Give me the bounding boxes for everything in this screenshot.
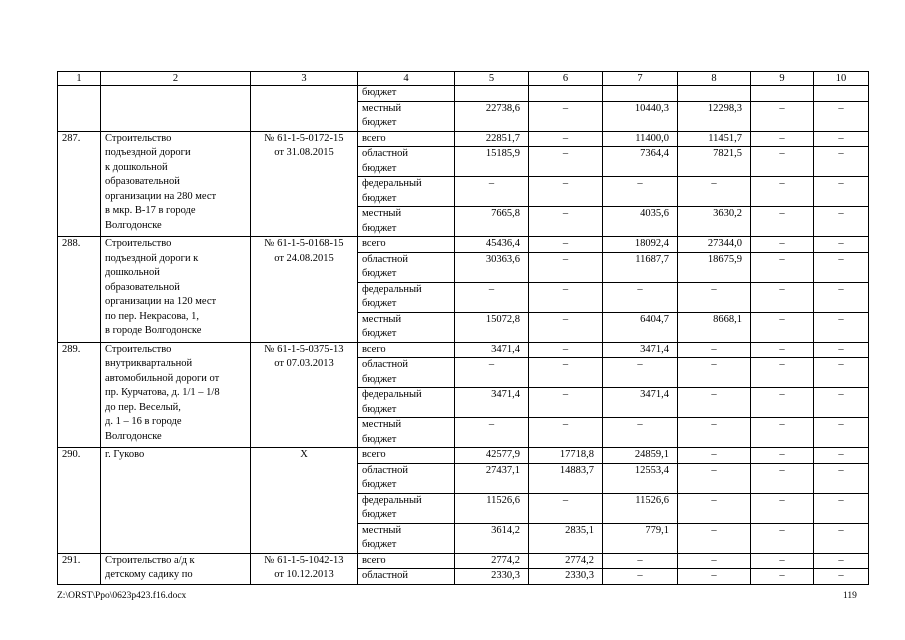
- object-name-line: в городе Волгодонске: [105, 325, 202, 336]
- table-row: [58, 86, 869, 102]
- column-number-header: 4: [358, 72, 455, 86]
- amount-cell: –: [455, 282, 529, 312]
- amount-cell: 3630,2: [678, 207, 751, 237]
- amount-cell: 11687,7: [603, 252, 678, 282]
- amount-cell: 11400,0: [603, 131, 678, 147]
- column-number-header: 8: [678, 72, 751, 86]
- funding-source-line: всего: [362, 343, 386, 355]
- amount-cell: 779,1: [603, 523, 678, 553]
- funding-source-line: бюджет: [362, 268, 397, 279]
- object-name-line: детскому садику по: [105, 569, 193, 580]
- row-number-cell: 288.: [58, 237, 101, 343]
- amount-cell: 7665,8: [455, 207, 529, 237]
- funding-source-cell: [358, 207, 455, 237]
- amount-cell: –: [814, 358, 869, 388]
- table-row: [58, 553, 869, 569]
- amount-cell: –: [529, 312, 603, 342]
- funding-source-line: всего: [362, 238, 386, 249]
- amount-cell: [814, 86, 869, 102]
- amount-cell: –: [603, 569, 678, 585]
- funding-source-line: федеральный: [362, 178, 422, 189]
- amount-cell: –: [814, 463, 869, 493]
- amount-cell: [455, 86, 529, 102]
- object-name-line: Строительство: [105, 132, 172, 144]
- amount-cell: –: [751, 312, 814, 342]
- funding-source-line: бюджет: [362, 192, 397, 204]
- amount-cell: –: [814, 282, 869, 312]
- funding-source-line: местный: [362, 419, 402, 430]
- amount-cell: 3471,4: [455, 388, 529, 418]
- funding-source-line: бюджет: [362, 162, 397, 174]
- table-header-row: [58, 72, 869, 86]
- funding-source-line: местный: [362, 524, 402, 536]
- table-row: [58, 448, 869, 464]
- amount-cell: 18092,4: [603, 237, 678, 253]
- object-name-line: Волгодонске: [105, 219, 162, 231]
- expertise-doc-line: № 61-1-5-0172-15: [264, 132, 344, 144]
- row-number-cell: 291.: [58, 553, 101, 584]
- funding-source-cell: [358, 418, 455, 448]
- funding-source-cell: [358, 523, 455, 553]
- amount-cell: 17718,8: [529, 448, 603, 464]
- row-number-cell: 290.: [58, 448, 101, 554]
- object-name-cell: [101, 448, 251, 554]
- amount-cell: [603, 86, 678, 102]
- funding-source-line: всего: [362, 132, 386, 144]
- object-name-line: пр. Курчатова, д. 1/1 – 1/8: [105, 387, 220, 398]
- amount-cell: –: [751, 282, 814, 312]
- amount-cell: 6404,7: [603, 312, 678, 342]
- row-number-cell: 289.: [58, 342, 101, 448]
- amount-cell: 11451,7: [678, 131, 751, 147]
- row-number-cell: 287.: [58, 131, 101, 237]
- amount-cell: 2774,2: [455, 553, 529, 569]
- amount-cell: –: [814, 237, 869, 253]
- amount-cell: –: [529, 101, 603, 131]
- amount-cell: 12298,3: [678, 101, 751, 131]
- object-name-line: организации на 120 мест: [105, 296, 217, 307]
- amount-cell: 42577,9: [455, 448, 529, 464]
- amount-cell: –: [751, 493, 814, 523]
- amount-cell: 30363,6: [455, 252, 529, 282]
- funding-source-line: бюджет: [362, 298, 397, 309]
- funding-source-line: областной: [362, 359, 408, 370]
- row-number-cell: [58, 86, 101, 132]
- funding-source-cell: [358, 177, 455, 207]
- object-name-line: образовательной: [105, 176, 180, 187]
- amount-cell: 22738,6: [455, 101, 529, 131]
- object-name-line: Строительство: [105, 238, 172, 249]
- object-name-line: внутриквартальной: [105, 358, 193, 369]
- funding-source-line: областной: [362, 570, 408, 581]
- funding-source-line: бюджет: [362, 117, 397, 128]
- funding-source-line: областной: [362, 253, 408, 265]
- amount-cell: –: [814, 388, 869, 418]
- amount-cell: 3471,4: [603, 342, 678, 358]
- object-name-line: Строительство а/д к: [105, 554, 195, 566]
- table-row: [58, 131, 869, 147]
- amount-cell: 18675,9: [678, 252, 751, 282]
- amount-cell: 3471,4: [603, 388, 678, 418]
- amount-cell: –: [678, 282, 751, 312]
- funding-source-cell: [358, 493, 455, 523]
- expertise-doc-line: X: [300, 449, 308, 460]
- amount-cell: –: [529, 388, 603, 418]
- amount-cell: –: [603, 418, 678, 448]
- amount-cell: –: [678, 388, 751, 418]
- amount-cell: 27344,0: [678, 237, 751, 253]
- funding-source-cell: [358, 569, 455, 585]
- object-name-line: в мкр. В-17 в городе: [105, 205, 196, 216]
- object-name-line: автомобильной дороги от: [105, 372, 220, 384]
- funding-source-line: всего: [362, 449, 386, 460]
- amount-cell: 2835,1: [529, 523, 603, 553]
- amount-cell: –: [678, 569, 751, 585]
- amount-cell: –: [814, 523, 869, 553]
- amount-cell: –: [678, 418, 751, 448]
- amount-cell: –: [529, 493, 603, 523]
- amount-cell: 2774,2: [529, 553, 603, 569]
- amount-cell: –: [751, 131, 814, 147]
- funding-source-cell: [358, 86, 455, 102]
- column-number-header: 1: [58, 72, 101, 86]
- amount-cell: –: [529, 237, 603, 253]
- amount-cell: 7364,4: [603, 147, 678, 177]
- amount-cell: 7821,5: [678, 147, 751, 177]
- funding-source-cell: [358, 101, 455, 131]
- object-name-cell: [101, 86, 251, 132]
- funding-source-line: федеральный: [362, 494, 422, 506]
- amount-cell: –: [529, 358, 603, 388]
- amount-cell: –: [814, 569, 869, 585]
- funding-source-cell: [358, 147, 455, 177]
- funding-source-line: бюджет: [362, 539, 397, 550]
- budget-table: [57, 71, 869, 585]
- amount-cell: –: [529, 252, 603, 282]
- expertise-doc-cell: [251, 237, 358, 343]
- amount-cell: –: [814, 101, 869, 131]
- funding-source-line: федеральный: [362, 283, 422, 295]
- object-name-line: Волгодонске: [105, 430, 162, 442]
- expertise-doc-cell: [251, 86, 358, 132]
- object-name-line: подъездной дороги к: [105, 252, 199, 264]
- amount-cell: –: [603, 282, 678, 312]
- amount-cell: 15185,9: [455, 147, 529, 177]
- amount-cell: –: [751, 358, 814, 388]
- amount-cell: –: [751, 463, 814, 493]
- funding-source-line: бюджет: [362, 479, 397, 490]
- amount-cell: 8668,1: [678, 312, 751, 342]
- funding-source-line: всего: [362, 554, 386, 566]
- funding-source-cell: [358, 237, 455, 253]
- amount-cell: –: [455, 177, 529, 207]
- column-number-header: 7: [603, 72, 678, 86]
- amount-cell: –: [678, 553, 751, 569]
- object-name-line: организации на 280 мест: [105, 190, 217, 202]
- expertise-doc-cell: [251, 131, 358, 237]
- amount-cell: –: [751, 553, 814, 569]
- amount-cell: –: [529, 282, 603, 312]
- amount-cell: 24859,1: [603, 448, 678, 464]
- amount-cell: [678, 86, 751, 102]
- amount-cell: –: [529, 177, 603, 207]
- amount-cell: –: [814, 342, 869, 358]
- amount-cell: –: [529, 147, 603, 177]
- amount-cell: –: [814, 207, 869, 237]
- amount-cell: –: [529, 418, 603, 448]
- amount-cell: –: [751, 342, 814, 358]
- amount-cell: 3614,2: [455, 523, 529, 553]
- column-number-header: 3: [251, 72, 358, 86]
- amount-cell: 11526,6: [455, 493, 529, 523]
- object-name-line: образовательной: [105, 281, 180, 293]
- funding-source-cell: [358, 463, 455, 493]
- object-name-line: Строительство: [105, 343, 172, 355]
- object-name-line: до пер. Веселый,: [105, 401, 181, 413]
- amount-cell: –: [751, 252, 814, 282]
- funding-source-cell: [358, 358, 455, 388]
- column-number-header: 10: [814, 72, 869, 86]
- amount-cell: –: [814, 131, 869, 147]
- amount-cell: 2330,3: [455, 569, 529, 585]
- amount-cell: –: [814, 252, 869, 282]
- amount-cell: 4035,6: [603, 207, 678, 237]
- object-name-cell: [101, 237, 251, 343]
- funding-source-line: бюджет: [362, 87, 397, 98]
- amount-cell: –: [529, 207, 603, 237]
- funding-source-line: местный: [362, 313, 402, 325]
- footer-file-path: Z:\ORST\Ppo\0623p423.f16.docx: [57, 591, 187, 601]
- funding-source-line: бюджет: [362, 328, 397, 339]
- amount-cell: –: [603, 177, 678, 207]
- funding-source-cell: [358, 312, 455, 342]
- amount-cell: –: [678, 463, 751, 493]
- funding-source-line: бюджет: [362, 373, 397, 385]
- funding-source-cell: [358, 388, 455, 418]
- amount-cell: 2330,3: [529, 569, 603, 585]
- funding-source-cell: [358, 553, 455, 569]
- object-name-line: г. Гуково: [105, 449, 145, 460]
- footer-page-number: 119: [843, 591, 857, 601]
- column-number-header: 5: [455, 72, 529, 86]
- funding-source-line: областной: [362, 148, 408, 159]
- amount-cell: [529, 86, 603, 102]
- amount-cell: –: [814, 553, 869, 569]
- table-row: [58, 237, 869, 253]
- object-name-cell: [101, 553, 251, 584]
- expertise-doc-line: от 24.08.2015: [274, 252, 334, 264]
- amount-cell: –: [603, 553, 678, 569]
- amount-cell: –: [751, 418, 814, 448]
- amount-cell: –: [678, 177, 751, 207]
- expertise-doc-cell: [251, 342, 358, 448]
- amount-cell: [751, 86, 814, 102]
- expertise-doc-line: № 61-1-5-0168-15: [264, 238, 344, 249]
- amount-cell: –: [751, 177, 814, 207]
- object-name-cell: [101, 131, 251, 237]
- amount-cell: –: [751, 523, 814, 553]
- amount-cell: –: [751, 237, 814, 253]
- funding-source-cell: [358, 342, 455, 358]
- column-number-header: 6: [529, 72, 603, 86]
- amount-cell: –: [603, 358, 678, 388]
- object-name-line: к дошкольной: [105, 161, 168, 173]
- amount-cell: 27437,1: [455, 463, 529, 493]
- amount-cell: 22851,7: [455, 131, 529, 147]
- object-name-line: дошкольной: [105, 267, 160, 278]
- amount-cell: –: [455, 358, 529, 388]
- amount-cell: 11526,6: [603, 493, 678, 523]
- amount-cell: –: [678, 358, 751, 388]
- expertise-doc-line: от 31.08.2015: [274, 147, 334, 158]
- amount-cell: –: [814, 177, 869, 207]
- expertise-doc-cell: [251, 553, 358, 584]
- funding-source-line: областной: [362, 464, 408, 476]
- column-number-header: 9: [751, 72, 814, 86]
- funding-source-cell: [358, 448, 455, 464]
- amount-cell: –: [814, 493, 869, 523]
- amount-cell: 10440,3: [603, 101, 678, 131]
- expertise-doc-line: № 61-1-5-0375-13: [264, 343, 344, 355]
- object-name-line: д. 1 – 16 в городе: [105, 416, 182, 427]
- amount-cell: –: [814, 418, 869, 448]
- object-name-line: подъездной дороги: [105, 147, 191, 158]
- amount-cell: 15072,8: [455, 312, 529, 342]
- expertise-doc-line: № 61-1-5-1042-13: [264, 554, 344, 566]
- expertise-doc-cell: [251, 448, 358, 554]
- amount-cell: –: [751, 388, 814, 418]
- amount-cell: –: [751, 147, 814, 177]
- object-name-line: по пер. Некрасова, 1,: [105, 310, 200, 322]
- funding-source-cell: [358, 131, 455, 147]
- amount-cell: –: [814, 448, 869, 464]
- object-name-cell: [101, 342, 251, 448]
- amount-cell: –: [751, 207, 814, 237]
- expertise-doc-line: от 07.03.2013: [274, 358, 334, 369]
- table-row: [58, 342, 869, 358]
- amount-cell: –: [529, 131, 603, 147]
- funding-source-line: местный: [362, 208, 402, 219]
- amount-cell: –: [678, 448, 751, 464]
- amount-cell: –: [678, 523, 751, 553]
- funding-source-line: бюджет: [362, 509, 397, 520]
- funding-source-cell: [358, 252, 455, 282]
- amount-cell: –: [751, 569, 814, 585]
- amount-cell: –: [814, 312, 869, 342]
- amount-cell: –: [455, 418, 529, 448]
- amount-cell: –: [678, 493, 751, 523]
- expertise-doc-line: от 10.12.2013: [274, 569, 334, 580]
- amount-cell: –: [751, 101, 814, 131]
- amount-cell: –: [814, 147, 869, 177]
- amount-cell: 12553,4: [603, 463, 678, 493]
- amount-cell: 3471,4: [455, 342, 529, 358]
- amount-cell: –: [678, 342, 751, 358]
- funding-source-line: федеральный: [362, 389, 422, 400]
- amount-cell: 45436,4: [455, 237, 529, 253]
- amount-cell: –: [751, 448, 814, 464]
- funding-source-line: бюджет: [362, 403, 397, 415]
- funding-source-line: бюджет: [362, 433, 397, 445]
- funding-source-line: бюджет: [362, 222, 397, 234]
- funding-source-cell: [358, 282, 455, 312]
- funding-source-line: местный: [362, 102, 402, 114]
- amount-cell: 14883,7: [529, 463, 603, 493]
- amount-cell: –: [529, 342, 603, 358]
- column-number-header: 2: [101, 72, 251, 86]
